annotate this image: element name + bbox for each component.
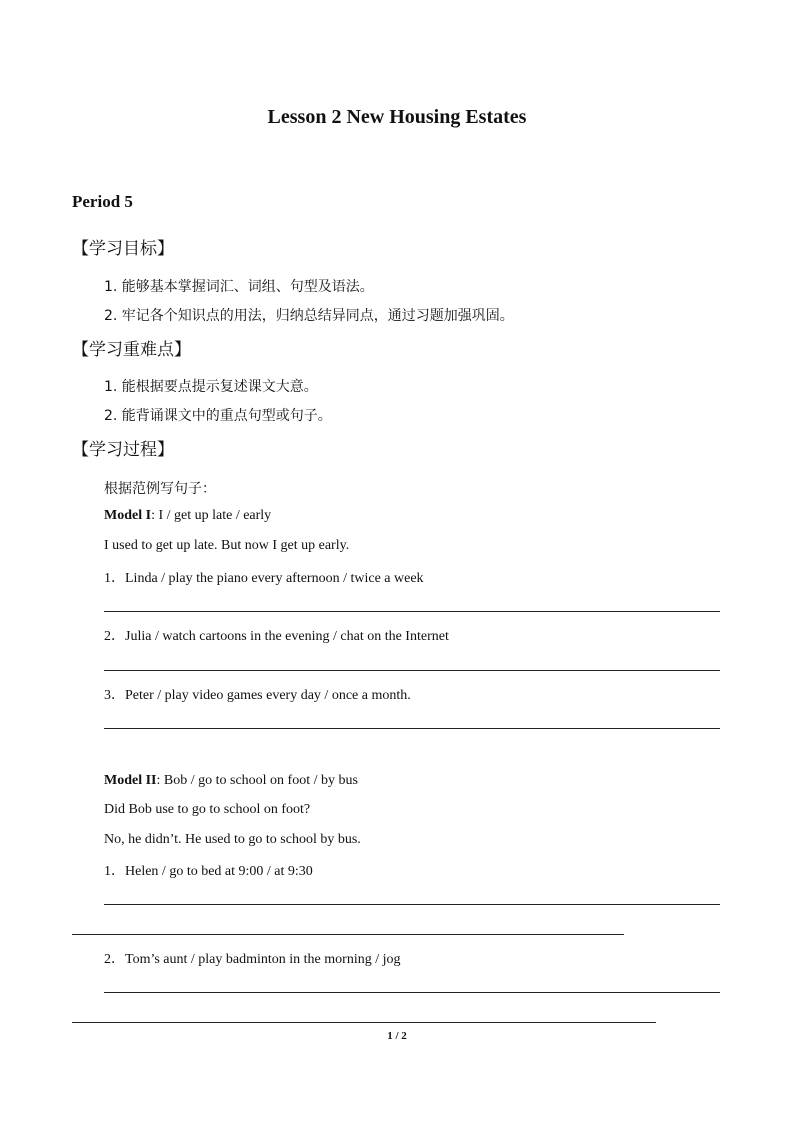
answer-line[interactable] <box>104 611 720 612</box>
key-point-item: 1. 能根据要点提示复述课文大意。 <box>104 379 318 395</box>
process-instruction: 根据范例写句子： <box>104 481 216 497</box>
answer-line[interactable] <box>104 728 720 729</box>
objective-item: 1. 能够基本掌握词汇、词组、句型及语法。 <box>104 279 374 295</box>
process-heading: 【学习过程】 <box>72 440 174 460</box>
key-point-item: 2. 能背诵课文中的重点句型或句子。 <box>104 408 332 424</box>
model2-label: Model II <box>104 773 157 788</box>
model1-exercise-2: 2．Julia / watch cartoons in the evening / chat on the Internet <box>104 629 449 644</box>
objectives-heading: 【学习目标】 <box>72 239 174 259</box>
model1-prompt: : I / get up late / early <box>151 508 272 523</box>
period-label: Period 5 <box>72 192 133 211</box>
model2-exercise-2: 2．Tom’s aunt / play badminton in the morning / jog <box>104 952 401 967</box>
model1-example: I used to get up late. But now I get up early. <box>104 538 350 553</box>
model1-label: Model I <box>104 508 152 523</box>
model2-line <box>104 773 358 789</box>
model2-prompt: : Bob / go to school on foot / by bus <box>156 773 358 788</box>
model1-exercise-1: 1．Linda / play the piano every afternoon / twice a week <box>104 571 424 586</box>
model2-example-question: Did Bob use to go to school on foot? <box>104 802 311 817</box>
answer-line[interactable] <box>72 934 624 935</box>
answer-line[interactable] <box>72 1022 656 1023</box>
answer-line[interactable] <box>104 904 720 905</box>
key-points-heading: 【学习重难点】 <box>72 340 191 360</box>
model1-line <box>104 508 271 524</box>
page-title: Lesson 2 New Housing Estates <box>267 106 527 128</box>
model1-exercise-3: 3．Peter / play video games every day / once a month. <box>104 688 411 703</box>
model2-exercise-1: 1．Helen / go to bed at 9:00 / at 9:30 <box>104 864 313 879</box>
answer-line[interactable] <box>104 992 720 993</box>
objective-item: 2. 牢记各个知识点的用法，归纳总结异同点，通过习题加强巩固。 <box>104 308 514 324</box>
page-number: 1 / 2 <box>387 1030 407 1042</box>
answer-line[interactable] <box>104 670 720 671</box>
model2-example-answer: No, he didn’t. He used to go to school by bus. <box>104 832 361 847</box>
